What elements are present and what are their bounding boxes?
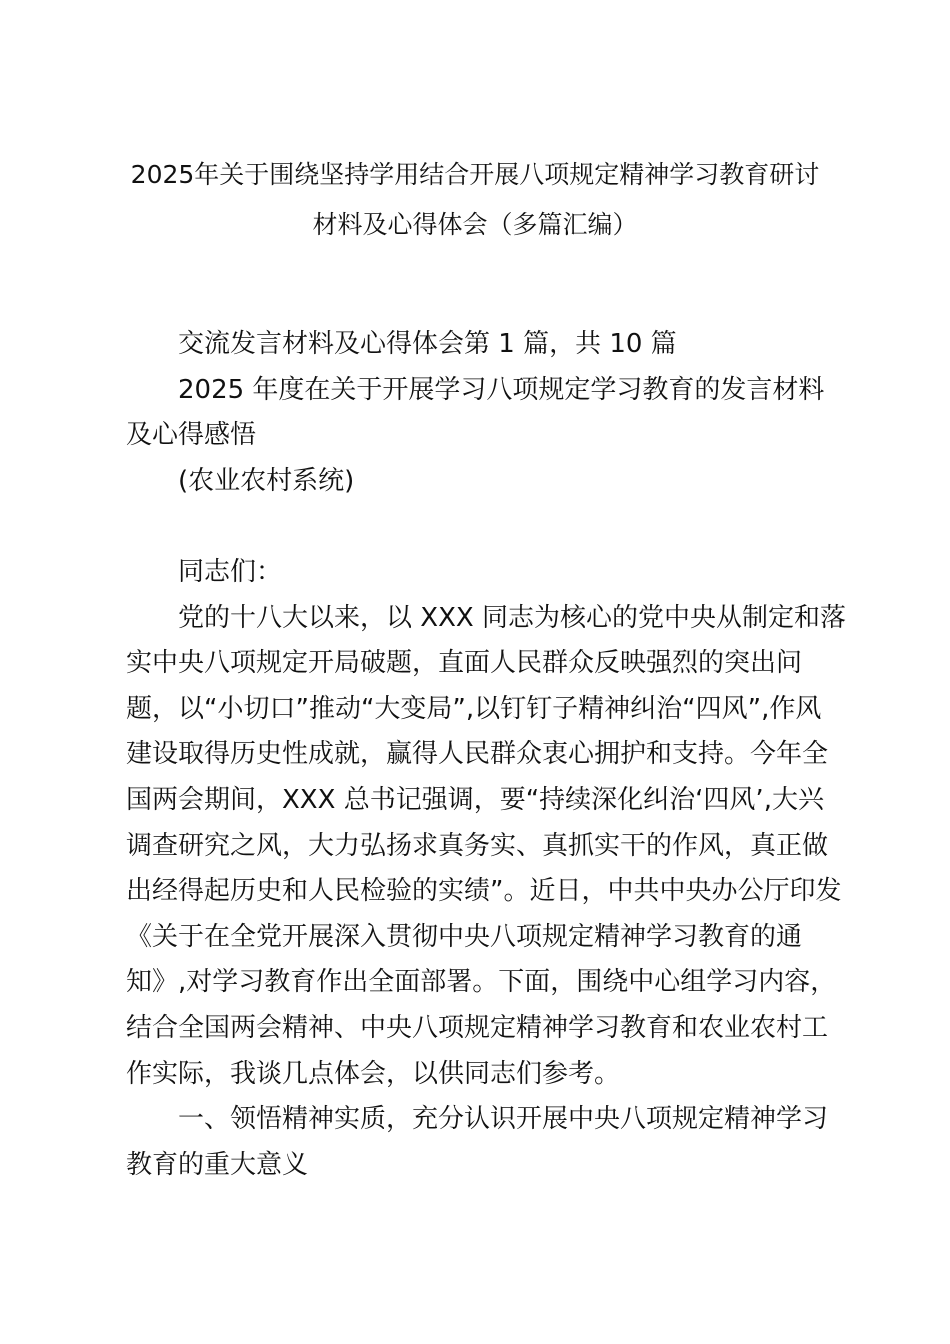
document-body [126,322,846,1188]
section-heading-1-line-2: 教育的重大意义 [126,1149,309,1180]
series-label: 交流发言材料及心得体会第 1 篇，共 10 篇 [178,329,677,359]
paragraph-1-line: 结合全国两会精神、中央八项规定精神学习教育和农业农村工 [126,1012,829,1043]
subtitle-line-2: 及心得感悟 [126,420,257,451]
subtitle-line-1: 2025 年度在关于开展学习八项规定学习教育的发言材料 [178,374,825,405]
document-title [100,150,850,250]
paragraph-1-line: 实中央八项规定开局破题，直面人民群众反映强烈的突出问 [126,648,803,679]
paragraph-1-line: 调查研究之风，大力弘扬求真务实、真抓实干的作风，真正做 [126,830,829,861]
paragraph-1-line: 建设取得历史性成就，赢得人民群众衷心拥护和支持。今年全 [126,739,829,770]
salutation: 同志们： [178,556,283,587]
subtitle-sector: (农业农村系统) [178,465,355,496]
paragraph-1-line: 党的十八大以来，以 XXX 同志为核心的党中央从制定和落 [178,602,846,633]
document-title-line-1: 2025年关于围绕坚持学用结合开展八项规定精神学习教育研讨 [130,160,820,189]
spacer [126,504,836,550]
paragraph-1-line: 出经得起历史和人民检验的实绩”。近日，中共中央办公厅印发 [126,876,842,907]
paragraph-1-line: 《关于在全党开展深入贯彻中央八项规定精神学习教育的通 [126,921,803,952]
paragraph-1-line: 知》,对学习教育作出全面部署。下面，围绕中心组学习内容， [126,967,837,998]
paragraph-1-line: 作实际，我谈几点体会，以供同志们参考。 [126,1058,621,1089]
section-heading-1-line-1: 一、领悟精神实质，充分认识开展中央八项规定精神学习 [178,1104,829,1135]
document-title-line-2: 材料及心得体会（多篇汇编） [312,210,638,239]
paragraph-1-line: 题，以“小切口”推动“大变局”,以钉钉子精神纠治“四风”,作风 [126,693,822,724]
paragraph-1-line: 国两会期间，XXX 总书记强调，要“持续深化纠治‘四风’,大兴 [126,784,824,815]
